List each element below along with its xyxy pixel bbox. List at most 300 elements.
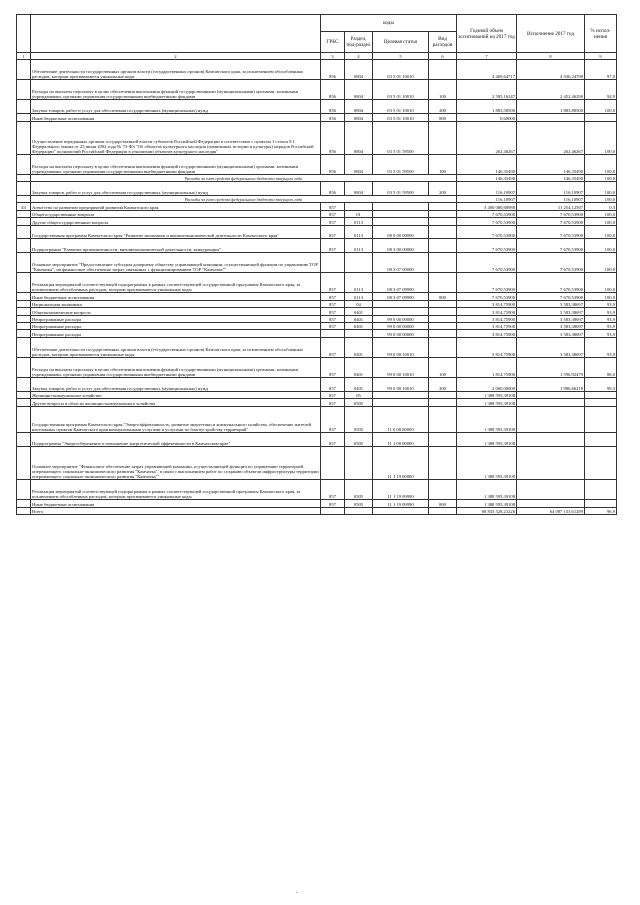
row-name: Закупка товаров, работ и услуг для обеспечения государственных (муниципальных) нужд: [31, 378, 321, 392]
row-grbs: 857: [321, 480, 345, 500]
row-pct: [585, 433, 617, 447]
row-grbs: 857: [321, 378, 345, 392]
row-name: Общеэкономические вопросы: [31, 308, 321, 315]
row-name: Расходы на выплаты персоналу в целях обеспечения выполнения функций государственными (муниципальными) органами, казенными учреждениями, органами управления государственными внебюджетными фондами: [31, 154, 321, 174]
row-exec: 7 670,53900: [517, 273, 585, 293]
row-grbs: 857: [321, 225, 345, 239]
row-pct: 96,9: [585, 507, 617, 514]
row-exec: 1 596,92479: [517, 358, 585, 378]
header-annual: Годовой объем ассигнований на 2017 год: [457, 15, 517, 53]
row-pct: 93,9: [585, 308, 617, 315]
row-target: 03 5 01 10010: [373, 60, 429, 80]
row-vid: [429, 323, 457, 330]
row-pct: [585, 114, 617, 121]
row-annual: 262,46267: [457, 121, 517, 154]
table-header: [17, 15, 617, 60]
row-pct: 100,0: [585, 225, 617, 239]
row-razdel: 04: [345, 300, 373, 307]
row-target: 99 0 00 10010: [373, 358, 429, 378]
row-pct: 93,9: [585, 323, 617, 330]
table-row: [17, 308, 617, 315]
row-razdel: 05: [345, 391, 373, 398]
col-number: 6: [429, 53, 457, 60]
row-vid: [429, 121, 457, 154]
table-row: [17, 323, 617, 330]
row-annual: 1 814,75900: [457, 358, 517, 378]
header-pct: % испол-нения: [585, 15, 617, 53]
row-exec: 262,46267: [517, 121, 585, 154]
row-exec: 1 986,66218: [517, 378, 585, 392]
row-number: [17, 182, 31, 196]
row-vid: [429, 447, 457, 480]
row-vid: 200: [429, 182, 457, 196]
row-target: 03 5 01 10010: [373, 114, 429, 121]
row-pct: 100,0: [585, 121, 617, 154]
table-row: [17, 399, 617, 406]
row-pct: 100,0: [585, 210, 617, 217]
row-pct: 100,0: [585, 293, 617, 300]
table-row: [17, 447, 617, 480]
row-exec: [517, 480, 585, 500]
row-vid: [429, 300, 457, 307]
row-name: Жилищно-коммунальное хозяйство: [31, 391, 321, 398]
table-body: [17, 60, 617, 515]
row-razdel: [345, 507, 373, 514]
row-razdel: 0804: [345, 80, 373, 100]
row-grbs: 856: [321, 60, 345, 80]
row-pct: 100,0: [585, 273, 617, 293]
row-target: 99 0 00 00000: [373, 315, 429, 322]
row-annual: 1 388 595,39108: [457, 406, 517, 433]
table-row: [17, 195, 617, 202]
row-name: Обеспечение деятельности государственных органов власти (государственных органов) Камчатского края, за исключением обособленных расходов, которым присваиваются уникальные коды: [31, 60, 321, 80]
row-annual: 1 883,58500: [457, 100, 517, 114]
row-target: 08 3 00 00000: [373, 239, 429, 253]
row-number: [17, 315, 31, 322]
table-row: [17, 500, 617, 507]
row-name: Закупка товаров, работ и услуг для обеспечения государственных (муниципальных) нужд: [31, 100, 321, 114]
row-annual: 3 814,75900: [457, 308, 517, 315]
row-number: [17, 507, 31, 514]
row-annual: 2 585,16247: [457, 80, 517, 100]
row-number: [17, 239, 31, 253]
row-number: [17, 300, 31, 307]
row-vid: [429, 406, 457, 433]
row-target: 03 5 01 10010: [373, 80, 429, 100]
row-razdel: [345, 330, 373, 337]
row-vid: [429, 433, 457, 447]
row-number: [17, 378, 31, 392]
row-exec: [517, 399, 585, 406]
row-grbs: [321, 507, 345, 514]
row-target: 08 3 07 09990: [373, 273, 429, 293]
row-name: Иные бюджетные ассигнования: [31, 293, 321, 300]
header-codes: коды: [321, 15, 457, 32]
row-exec: 146,35490: [517, 174, 585, 181]
row-annual: 3 814,75900: [457, 337, 517, 357]
row-number: [17, 308, 31, 315]
row-annual: 7 670,53900: [457, 218, 517, 225]
row-target: [373, 300, 429, 307]
row-razdel: 0804: [345, 114, 373, 121]
row-grbs: 857: [321, 399, 345, 406]
row-name: Осуществление переданных органам государственной власти субъектов Российской Федерации в соответствии с пунктом 1 статьи 9.1 Федерального закона от 25 июня 2002 года № 73-ФЗ "Об объектах культурного наследия (памятниках истории и культуры) народов Российской Федерации" полномочий Российской Федерации в отношении объектов культурного наследия": [31, 121, 321, 154]
row-number: [17, 337, 31, 357]
row-exec: [517, 114, 585, 121]
row-grbs: 857: [321, 358, 345, 378]
row-pct: 93,9: [585, 337, 617, 357]
header-grbs: ГРБС: [321, 32, 345, 53]
row-vid: 100: [429, 358, 457, 378]
row-vid: [429, 218, 457, 225]
row-razdel: 0804: [345, 100, 373, 114]
row-annual: 1 388 595,39108: [457, 391, 517, 398]
row-razdel: 0401: [345, 378, 373, 392]
col-number: 9: [585, 53, 617, 60]
row-razdel: 0505: [345, 500, 373, 507]
row-razdel: [345, 253, 373, 273]
row-number: [17, 210, 31, 217]
row-target: 99 0 00 10010: [373, 337, 429, 357]
row-exec: 3 583,38697: [517, 315, 585, 322]
row-razdel: 0505: [345, 433, 373, 447]
row-pct: 100,0: [585, 100, 617, 114]
row-grbs: 856: [321, 121, 345, 154]
row-razdel: 0113: [345, 239, 373, 253]
row-annual: 7 670,53900: [457, 273, 517, 293]
row-pct: [585, 399, 617, 406]
row-vid: [429, 507, 457, 514]
row-number: [17, 391, 31, 398]
row-vid: [429, 210, 457, 217]
row-annual: 1 388 595,39108: [457, 480, 517, 500]
row-pct: [585, 447, 617, 480]
row-target: [373, 507, 429, 514]
row-grbs: [321, 447, 345, 480]
row-annual: 1 388 595,39108: [457, 500, 517, 507]
row-annual: 7 670,53900: [457, 293, 517, 300]
row-razdel: 0401: [345, 315, 373, 322]
row-name: Иные бюджетные ассигнования: [31, 500, 321, 507]
row-number: [17, 433, 31, 447]
row-target: 03 5 01 59500: [373, 154, 429, 174]
row-name: Всего: [31, 507, 321, 514]
row-pct: [585, 406, 617, 433]
row-exec: [517, 406, 585, 433]
row-target: 11 1 00 00000: [373, 433, 429, 447]
row-number: [17, 293, 31, 300]
row-number: [17, 154, 31, 174]
row-grbs: 857: [321, 391, 345, 398]
table-row: [17, 239, 617, 253]
row-target: [373, 399, 429, 406]
row-number: [17, 273, 31, 293]
row-grbs: 856: [321, 100, 345, 114]
row-name: Непрограммные расходы: [31, 315, 321, 322]
row-name: Реализация мероприятий соответствующей подпрограммы в рамках соответствующей государственной программы Камчатского края, за исключением обособленных расходов, которым присваиваются уникальные коды: [31, 273, 321, 293]
row-razdel: 0505: [345, 399, 373, 406]
row-number: [17, 114, 31, 121]
row-razdel: 0505: [345, 480, 373, 500]
table-row: [17, 406, 617, 433]
row-target: 11 1 19 09990: [373, 480, 429, 500]
row-number: [17, 80, 31, 100]
row-target: 03 5 01 59500: [373, 182, 429, 196]
row-grbs: 857: [321, 203, 345, 210]
row-pct: [585, 480, 617, 500]
row-target: 99 0 00 00000: [373, 323, 429, 330]
table-row: [17, 480, 617, 500]
row-annual: 3 814,75900: [457, 315, 517, 322]
row-razdel: 0401: [345, 323, 373, 330]
row-razdel: 0401: [345, 337, 373, 357]
header-num: [17, 15, 31, 53]
row-grbs: 856: [321, 154, 345, 174]
row-number: [17, 480, 31, 500]
row-exec: 3 583,38697: [517, 323, 585, 330]
row-pct: 100,0: [585, 253, 617, 273]
row-exec: 3 583,38697: [517, 330, 585, 337]
row-annual: 0,60000: [457, 114, 517, 121]
row-target: 11 0 00 00000: [373, 406, 429, 433]
row-grbs: 857: [321, 210, 345, 217]
row-pct: 100,0: [585, 218, 617, 225]
table-row: [17, 293, 617, 300]
row-grbs: 856: [321, 114, 345, 121]
row-exec: 1 883,88500: [517, 100, 585, 114]
row-vid: [429, 225, 457, 239]
row-vid: [429, 399, 457, 406]
row-name: Непрограммные расходы: [31, 323, 321, 330]
row-annual: 1 388 595,39108: [457, 433, 517, 447]
row-exec: 7 670,53900: [517, 218, 585, 225]
row-exec: 7 670,53900: [517, 210, 585, 217]
row-annual: 7 670,53900: [457, 239, 517, 253]
row-name: Подпрограмма "Энергосбережение и повышение энергетической эффективности в Камчатском крае": [31, 433, 321, 447]
row-annual: 116,10907: [457, 195, 517, 202]
table-row: [17, 60, 617, 80]
row-target: [373, 218, 429, 225]
row-exec: 116,10907: [517, 182, 585, 196]
row-razdel: 0804: [345, 60, 373, 80]
row-pct: 93,9: [585, 300, 617, 307]
row-vid: [429, 253, 457, 273]
row-name: Национальная экономика: [31, 300, 321, 307]
row-number: [17, 358, 31, 378]
row-pct: 94,9: [585, 80, 617, 100]
table-row: [17, 210, 617, 217]
table-row: [17, 300, 617, 307]
row-pct: 100,0: [585, 239, 617, 253]
table-row: [17, 507, 617, 514]
header-razdel: Раздел, под-раздел: [345, 32, 373, 53]
row-pct: 100,0: [585, 182, 617, 196]
row-vid: 800: [429, 114, 457, 121]
row-razdel: [345, 447, 373, 480]
row-name: Обеспечение деятельности государственных органов власти (государственных органов) Камчатского края, за исключением обособленных расходов, которым присваиваются уникальные коды: [31, 337, 321, 357]
row-annual: 1 388 595,39108: [457, 399, 517, 406]
header-exec: Исполнение 2017 год: [517, 15, 585, 53]
row-razdel: [345, 203, 373, 210]
header-name: [31, 15, 321, 53]
budget-table: [16, 14, 617, 515]
row-pct: [585, 391, 617, 398]
row-annual: 3 814,75900: [457, 330, 517, 337]
row-grbs: 857: [321, 293, 345, 300]
row-annual: 146,35490: [457, 174, 517, 181]
row-vid: [429, 203, 457, 210]
row-name: Другие вопросы в области жилищно-коммунального хозяйства: [31, 399, 321, 406]
row-target: [373, 203, 429, 210]
table-row: [17, 273, 617, 293]
col-number: 5: [373, 53, 429, 60]
row-annual: 68 833 528,21226: [457, 507, 517, 514]
table-row: [17, 182, 617, 196]
row-exec: 3 583,38697: [517, 337, 585, 357]
row-target: 03 5 01 59500: [373, 121, 429, 154]
table-row: [17, 154, 617, 174]
row-pct: 93,9: [585, 315, 617, 322]
row-exec: 116,10907: [517, 195, 585, 202]
row-name: Закупка товаров, работ и услуг для обеспечения государственных (муниципальных) нужд: [31, 182, 321, 196]
row-exec: [517, 391, 585, 398]
row-target: 08 0 00 00000: [373, 225, 429, 239]
row-note: Расходы за счет средств федерального бюджета текущего года: [31, 174, 457, 181]
row-razdel: 0804: [345, 154, 373, 174]
table-row: [17, 218, 617, 225]
col-number: 4: [345, 53, 373, 60]
row-note: Расходы за счет средств федерального бюджета текущего года: [31, 195, 457, 202]
row-number: [17, 174, 31, 181]
header-vid: Вид расходов: [429, 32, 457, 53]
row-annual: 7 670,53900: [457, 225, 517, 239]
table-row: [17, 315, 617, 322]
row-grbs: 857: [321, 273, 345, 293]
table-row: [17, 174, 617, 181]
col-number: 2: [31, 53, 321, 60]
row-exec: 3 583,38697: [517, 308, 585, 315]
table-row: [17, 391, 617, 398]
row-number: [17, 60, 31, 80]
row-pct: [585, 500, 617, 507]
document-page: [16, 14, 616, 894]
row-vid: [429, 391, 457, 398]
row-razdel: 0505: [345, 406, 373, 433]
row-razdel: 0113: [345, 225, 373, 239]
row-annual: 3 400 080,68988: [457, 203, 517, 210]
row-name: Реализация мероприятий соответствующей подпрограммы в рамках соответствующей государственной программы Камчатского края, за исключением обособленных расходов, которым присваиваются уникальные коды: [31, 480, 321, 500]
row-pct: 99,3: [585, 378, 617, 392]
row-exec: 7 670,53900: [517, 225, 585, 239]
header-target: Целевая статья: [373, 32, 429, 53]
row-vid: [429, 60, 457, 80]
row-grbs: 857: [321, 308, 345, 315]
row-number: [17, 218, 31, 225]
row-grbs: 857: [321, 406, 345, 433]
row-target: 11 1 19 09990: [373, 500, 429, 507]
row-vid: 100: [429, 80, 457, 100]
row-number: [17, 406, 31, 433]
row-name: Государственная программа Камчатского края "Энергоэффективность, развитие энергетики и коммунального хозяйства, обеспечение жителей населенных пунктов Камчатского края коммунальными услугами и услугами по благоустройству территорий": [31, 406, 321, 433]
row-pct: 100,0: [585, 195, 617, 202]
col-number: 1: [17, 53, 31, 60]
row-number: [17, 330, 31, 337]
table-row: [17, 378, 617, 392]
row-exec: 3 583,38697: [517, 300, 585, 307]
row-name: Основное мероприятие "Предоставление субсидии дочернему обществу управляющей компании, осуществляющей функции по управлению ТОР "Камчатка", на финансовое обеспечение затрат, связанных с функционированием ТОР "Камчатка"": [31, 253, 321, 273]
table-row: [17, 433, 617, 447]
row-pct: 88,0: [585, 358, 617, 378]
row-annual: 2 000,00000: [457, 378, 517, 392]
row-name: Расходы на выплаты персоналу в целях обеспечения выполнения функций государственными (муниципальными) органами, казенными учреждениями, органами управления государственными внебюджетными фондами: [31, 358, 321, 378]
row-grbs: 857: [321, 337, 345, 357]
table-row: [17, 80, 617, 100]
row-razdel: 01: [345, 210, 373, 217]
table-row: [17, 225, 617, 239]
row-grbs: 857: [321, 239, 345, 253]
row-vid: [429, 273, 457, 293]
table-row: [17, 203, 617, 210]
row-number: [17, 447, 31, 480]
row-razdel: 0401: [345, 308, 373, 315]
row-exec: [517, 500, 585, 507]
row-target: 99 0 00 00000: [373, 330, 429, 337]
row-grbs: 856: [321, 182, 345, 196]
row-grbs: 857: [321, 323, 345, 330]
row-grbs: 857: [321, 315, 345, 322]
row-pct: 97,0: [585, 60, 617, 80]
row-exec: 7 670,53900: [517, 239, 585, 253]
row-vid: [429, 239, 457, 253]
row-vid: 200: [429, 378, 457, 392]
row-annual: 116,10907: [457, 182, 517, 196]
row-number: [17, 195, 31, 202]
row-annual: 3 814,75900: [457, 323, 517, 330]
row-target: 99 0 00 10010: [373, 378, 429, 392]
row-name: Расходы на выплаты персоналу в целях обеспечения выполнения функций государственными (муниципальными) органами, казенными учреждениями, органами управления государственными внебюджетными фондами: [31, 80, 321, 100]
row-grbs: 856: [321, 80, 345, 100]
row-grbs: 857: [321, 433, 345, 447]
row-grbs: 857: [321, 500, 345, 507]
row-name: Общегосударственные вопросы: [31, 210, 321, 217]
row-name: Агентство по развитию предприятий развития Камчатского края: [31, 203, 321, 210]
row-grbs: 857: [321, 300, 345, 307]
table-row: [17, 358, 617, 378]
col-number: 7: [457, 53, 517, 60]
row-vid: [429, 315, 457, 322]
row-razdel: 0113: [345, 218, 373, 225]
row-pct: 100,0: [585, 174, 617, 181]
row-name: Непрограммные расходы: [31, 330, 321, 337]
table-row: [17, 253, 617, 273]
row-razdel: 0113: [345, 293, 373, 300]
table-row: [17, 100, 617, 114]
row-annual: 146,35490: [457, 154, 517, 174]
row-name: Иные бюджетные ассигнования: [31, 114, 321, 121]
col-number: 3: [321, 53, 345, 60]
row-annual: 7 670,53900: [457, 210, 517, 217]
row-exec: 4 336,24790: [517, 60, 585, 80]
row-annual: 3 814,75900: [457, 300, 517, 307]
row-number: [17, 399, 31, 406]
row-exec: 7 670,53900: [517, 253, 585, 273]
row-name: Подпрограмма "Развитие промышленности, внешнеэкономической деятельности, конкуренции": [31, 239, 321, 253]
row-razdel: 0804: [345, 182, 373, 196]
row-exec: 64 087 133,61289: [517, 507, 585, 514]
table-row: [17, 337, 617, 357]
row-target: 03 5 01 10010: [373, 100, 429, 114]
row-target: 11 1 19 00000: [373, 447, 429, 480]
